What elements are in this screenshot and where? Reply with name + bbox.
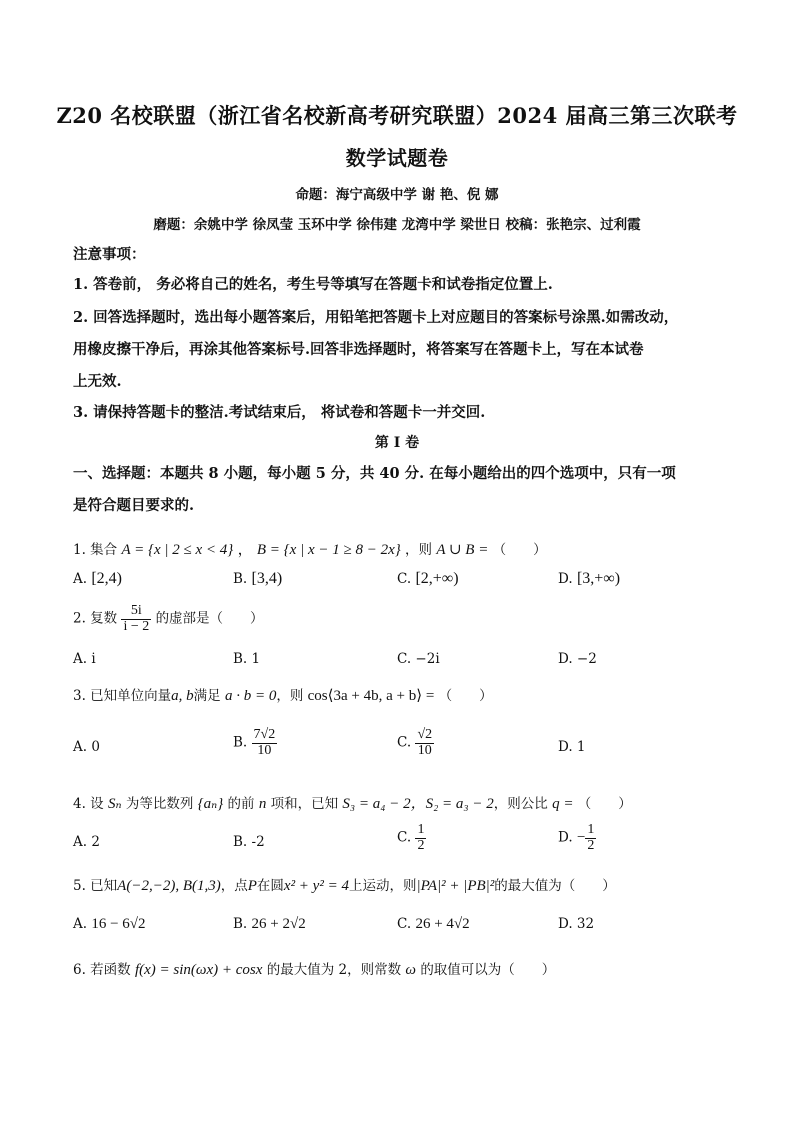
reviewers-line: 磨题：余姚中学 徐凤莹 玉环中学 徐伟建 龙湾中学 梁世日 校稿：张艳宗、过利霞 xyxy=(153,217,641,233)
notice-item-3: 3. 请保持答题卡的整洁.考试结束后， 将试卷和答题卡一并交回. xyxy=(73,404,486,421)
question-5: 5. 已知A(−2,−2), B(1,3)，点P在圆x² + y² = 4上运动，则|PA|² + |PB|²的最大值为（ ） xyxy=(73,878,616,894)
question-2 xyxy=(73,604,264,634)
question-1: 1. 集合 A = {x | 2 ≤ x < 4} ， B = {x | x − 1 ≥ 8 − 2x} ，则 A ∪ B = （ ） xyxy=(73,542,547,558)
q1-option-b[interactable]: B. [3,4) xyxy=(233,570,283,587)
q3-option-b[interactable]: B. $\frac{7√2}{10}$ xyxy=(233,727,276,758)
section-line-2: 是符合题目要求的. xyxy=(73,497,195,514)
q3-condition: a · b = 0 xyxy=(224,688,277,704)
question-4: 4. 设 Sₙ 为等比数列 {aₙ} 的前 n 项和，已知 S₃ = a₄ − 2，S₂ = a₃ − 2，则公比 q = （ ） xyxy=(73,796,632,812)
q3-option-a[interactable]: A. 0 xyxy=(73,739,100,755)
exam-title: Z20 名校联盟（浙江省名校新高考研究联盟）2024 届高三第三次联考 xyxy=(56,103,738,128)
q4-option-d[interactable]: D. − $\frac{1}{2}$ xyxy=(558,822,595,853)
q2-option-b[interactable]: B. 1 xyxy=(233,651,261,667)
notice-item-2-line-3: 上无效. xyxy=(73,373,122,390)
q1-option-d[interactable]: D. [3,+∞) xyxy=(558,570,621,587)
q3-option-d[interactable]: D. 1 xyxy=(558,739,586,755)
q2-prefix: 2. 复数 xyxy=(73,610,118,627)
notice-item-1: 1. 答卷前， 务必将自己的姓名，考生号等填写在答题卡和试卷指定位置上. xyxy=(73,276,553,293)
q2-option-a[interactable]: A. i xyxy=(73,651,96,667)
question-6: 6. 若函数 f(x) = sin(ωx) + cosx 的最大值为 2，则常数 ω 的取值可以为（ ） xyxy=(73,962,556,978)
notice-item-2-line-2: 用橡皮擦干净后，再涂其他答案标号.回答非选择题时，将答案写在答题卡上，写在本试卷 xyxy=(73,341,644,358)
q1-option-a[interactable]: A. [2,4) xyxy=(73,570,122,587)
volume-heading: 第 I 卷 xyxy=(374,435,420,451)
question-3: 3. 已知单位向量a, b满足 a · b = 0，则 cos⟨3a + 4b, a + b⟩ = （ ） xyxy=(73,688,493,704)
q5-option-d[interactable]: D. 32 xyxy=(558,916,595,932)
q5-option-b[interactable]: B. 26 + 2√2 xyxy=(233,916,306,932)
q1-paren: （ ） xyxy=(492,542,547,558)
q4-option-a[interactable]: A. 2 xyxy=(73,834,100,850)
q5-option-c[interactable]: C. 26 + 4√2 xyxy=(397,916,470,932)
q1-ask: ，则 xyxy=(405,542,433,558)
q4-option-b[interactable]: B. -2 xyxy=(233,834,265,850)
q1-expr: A ∪ B = xyxy=(436,542,489,558)
q1-set-a: A = {x | 2 ≤ x < 4} xyxy=(121,542,234,558)
q1-set-b: B = {x | x − 1 ≥ 8 − 2x} xyxy=(256,542,401,558)
setter-line: 命题：海宁高级中学 谢 艳、倪 娜 xyxy=(295,187,499,203)
q4-option-c[interactable]: C. $\frac{1}{2}$ xyxy=(397,822,425,853)
q3-expression: cos⟨3a + 4b, a + b⟩ = xyxy=(307,688,435,704)
q2-ask: 的虚部是（ ） xyxy=(155,610,264,627)
notice-heading: 注意事项： xyxy=(73,246,146,263)
q3-option-c[interactable]: C. $\frac{√2}{10}$ xyxy=(397,727,433,758)
q1-option-c[interactable]: C. [2,+∞) xyxy=(397,570,459,587)
q1-prefix: 1. 集合 xyxy=(73,542,118,558)
q4-condition: S₃ = a₄ − 2，S₂ = a₃ − 2 xyxy=(342,796,494,812)
q3-vectors: a, b xyxy=(171,688,194,704)
q2-fraction: $\frac{5i}{i - 2}$ xyxy=(123,603,150,634)
notice-item-2-line-1: 2. 回答选择题时，选出每小题答案后，用铅笔把答题卡上对应题目的答案标号涂黑.如需改动， xyxy=(73,309,679,326)
q2-option-c[interactable]: C. −2i xyxy=(397,651,440,667)
q2-option-d[interactable]: D. −2 xyxy=(558,651,597,667)
q5-option-a[interactable]: A. 16 − 6√2 xyxy=(73,916,146,932)
exam-subtitle: 数学试题卷 xyxy=(345,146,449,170)
section-line-1: 一、选择题：本题共 8 小题，每小题 5 分，共 40 分. 在每小题给出的四个选项中，只有一项 xyxy=(73,465,676,482)
